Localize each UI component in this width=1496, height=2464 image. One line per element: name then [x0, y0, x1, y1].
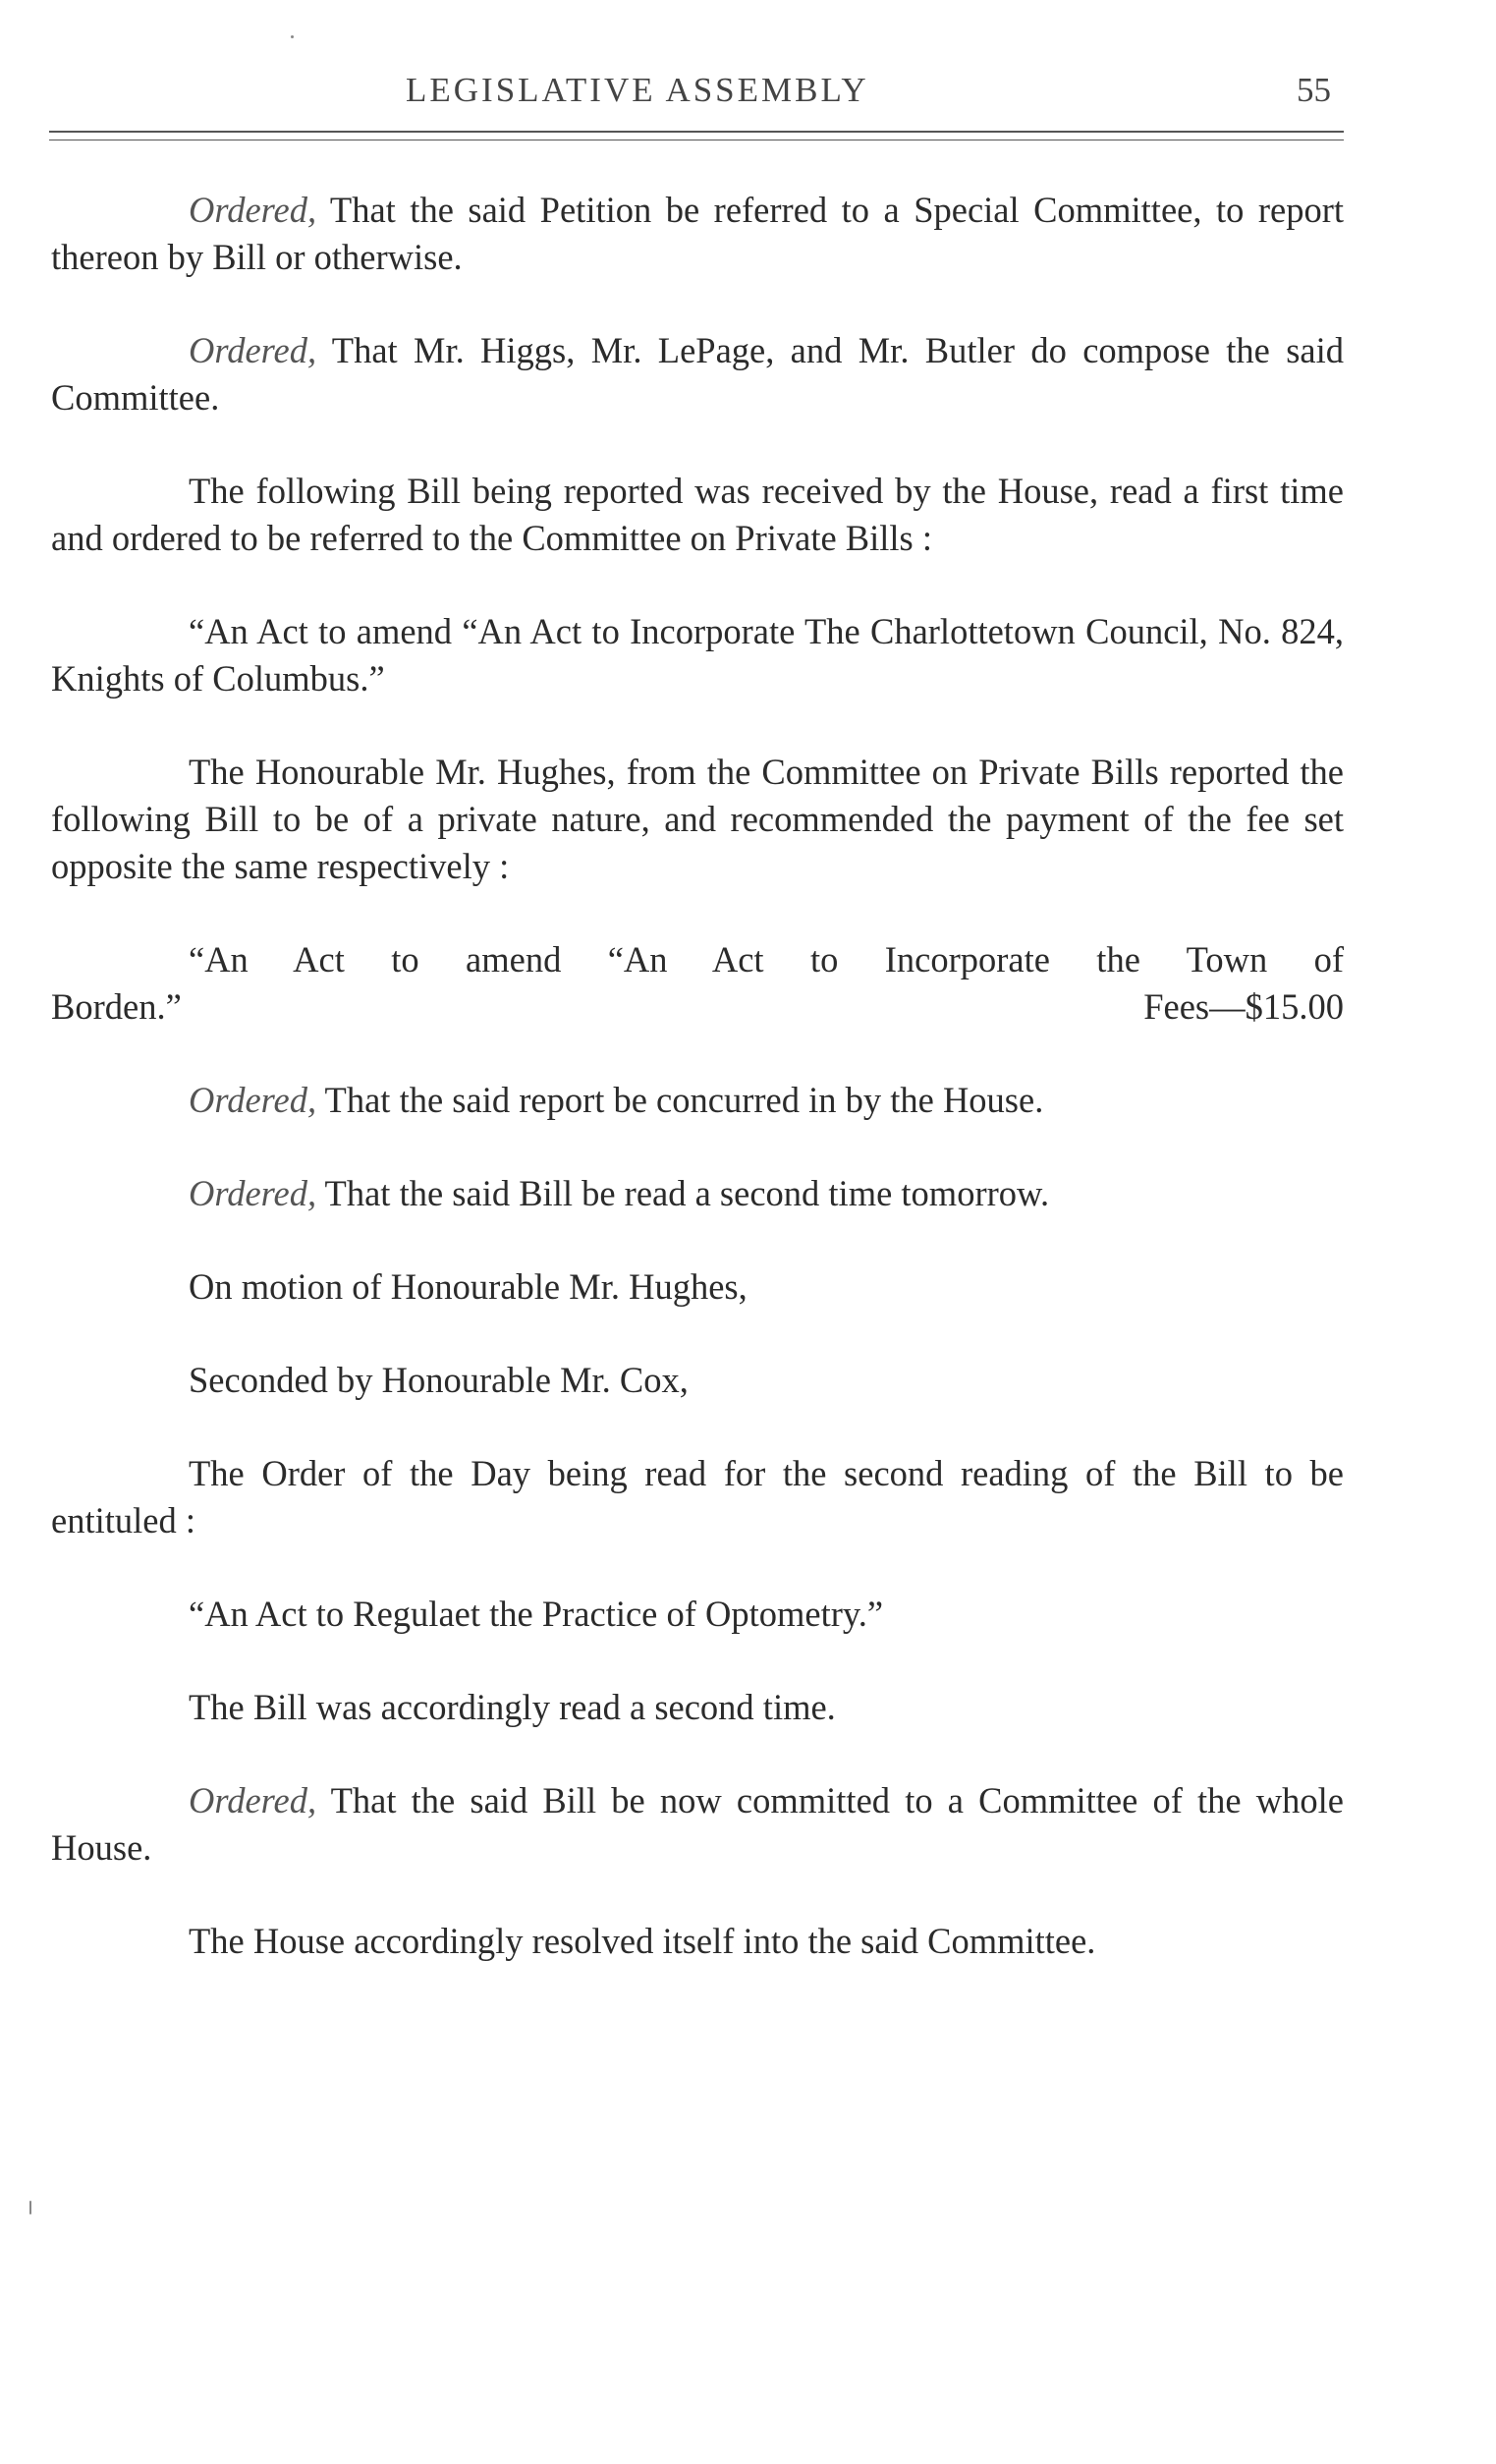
bill-title: “An Act to Regulaet the Practice of Optometry.”: [189, 1594, 884, 1634]
paragraph-text: That the said Bill be now committed to a Committee of the whole House.: [51, 1780, 1344, 1868]
paragraph-house-resolved: [51, 1918, 1344, 1965]
paragraph-text: The House accordingly resolved itself into the said Committee.: [189, 1921, 1096, 1961]
ordered-label: Ordered,: [189, 1780, 317, 1820]
paragraph-second-time-read: [51, 1684, 1344, 1731]
paragraph-hughes-report: [51, 749, 1344, 890]
paragraph-text: That the said Bill be read a second time tomorrow.: [316, 1173, 1050, 1213]
paragraph-text: The following Bill being reported was received by the House, read a first time and ordered to be referred to the Committee on Private Bills :: [51, 471, 1344, 558]
ordered-label: Ordered,: [189, 190, 317, 230]
paragraph-text: The Honourable Mr. Hughes, from the Committee on Private Bills reported the following Bill to be of a private nature, and recommended the payment of the fee set opposite the same respectively :: [51, 752, 1344, 886]
scan-speck: [291, 35, 294, 38]
paragraph-ordered-special-committee: [51, 187, 1344, 281]
paragraph-ordered-report-concurred: [51, 1077, 1344, 1124]
journal-body: [51, 187, 1344, 2011]
paragraph-order-of-the-day: [51, 1450, 1344, 1544]
paragraph-ordered-committee-members: [51, 327, 1344, 421]
bill-title-continuation: Borden.”: [51, 986, 182, 1027]
paragraph-act-knights-of-columbus: [51, 608, 1344, 702]
paragraph-ordered-committed: [51, 1777, 1344, 1872]
paragraph-text: That the said report be concurred in by the House.: [316, 1080, 1044, 1120]
paragraph-act-optometry: [51, 1591, 1344, 1638]
paragraph-text: That the said Petition be referred to a Special Committee, to report thereon by Bill or otherwise.: [51, 190, 1344, 277]
ordered-label: Ordered,: [189, 1173, 317, 1213]
header-rule-top: [49, 131, 1344, 133]
paragraph-text: The Order of the Day being read for the second reading of the Bill to be entituled :: [51, 1453, 1344, 1540]
paragraph-bill-received: [51, 468, 1344, 562]
page-header: [0, 71, 1496, 120]
paragraph-text: On motion of Honourable Mr. Hughes,: [189, 1266, 748, 1307]
paragraph-seconded-cox: [51, 1357, 1344, 1404]
paragraph-motion-hughes: [51, 1263, 1344, 1311]
paragraph-text: That Mr. Higgs, Mr. LePage, and Mr. Butler do compose the said Committee.: [51, 330, 1344, 418]
bill-fees: Fees—$15.00: [1143, 986, 1344, 1027]
ordered-label: Ordered,: [189, 1080, 317, 1120]
paragraph-ordered-second-reading: [51, 1170, 1344, 1217]
bill-title: “An Act to amend “An Act to Incorporate The Charlottetown Council, No. 824, Knights of Columbus.”: [51, 611, 1344, 699]
running-title: LEGISLATIVE ASSEMBLY: [406, 71, 869, 109]
paragraph-text: The Bill was accordingly read a second time.: [189, 1687, 836, 1727]
bill-title-line2: [51, 983, 1344, 1031]
page-number: 55: [1297, 71, 1331, 109]
paragraph-text: Seconded by Honourable Mr. Cox,: [189, 1360, 689, 1400]
paragraph-act-town-of-borden: [51, 936, 1344, 1031]
bill-title-line1: “An Act to amend “An Act to Incorporate the Town of: [189, 939, 1344, 980]
ordered-label: Ordered,: [189, 330, 317, 370]
scan-speck: [29, 2201, 31, 2214]
